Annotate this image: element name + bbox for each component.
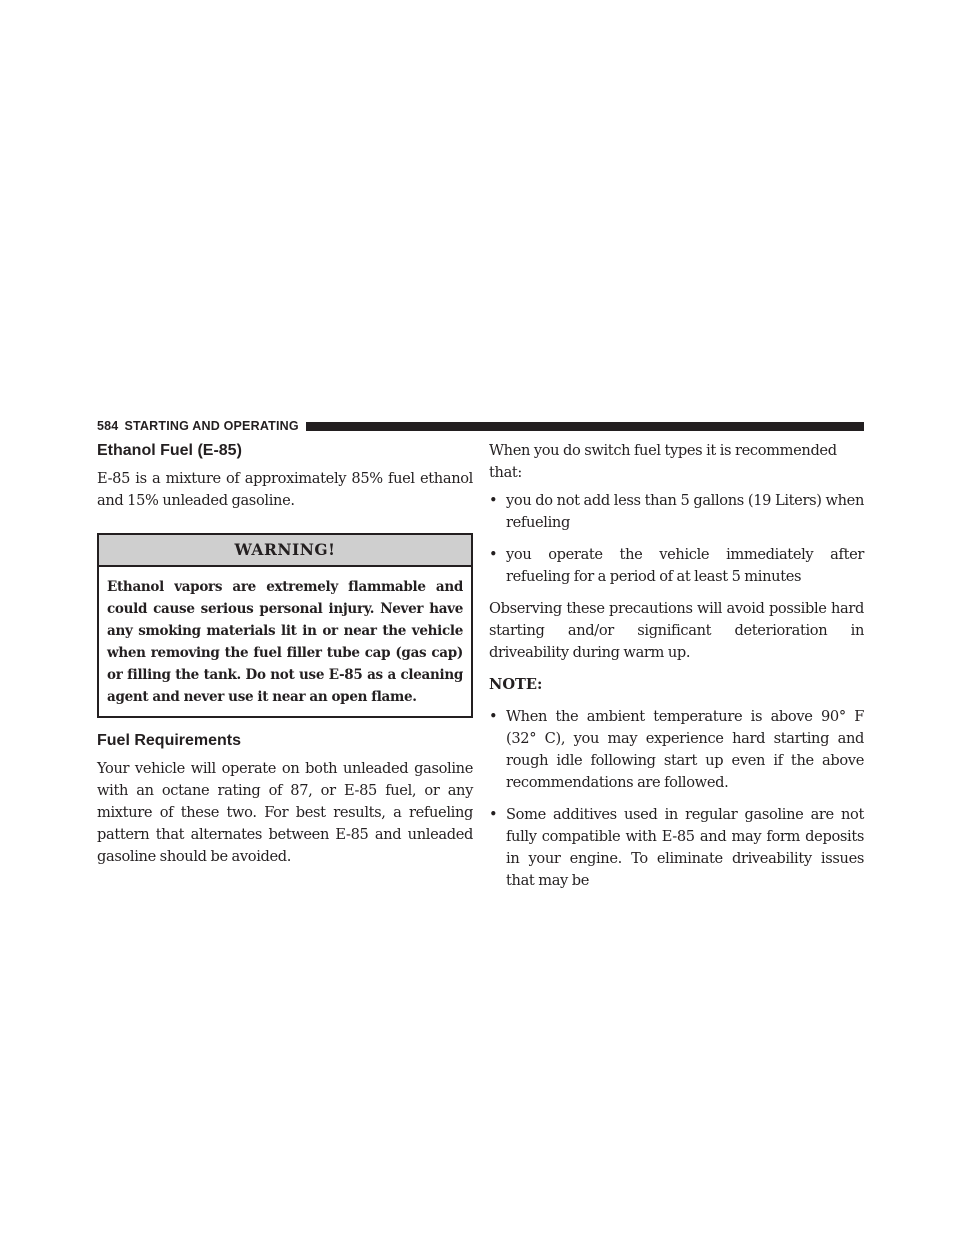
warning-body <box>99 567 471 716</box>
right-column <box>489 440 864 892</box>
ethanol-intro-paragraph: E-85 is a mixture of approximately 85% fuel ethanol and 15% unleaded gasoline. <box>97 470 473 509</box>
list-item-text: you do not add less than 5 gallons (19 Liters) when refueling <box>506 492 864 531</box>
warning-box <box>97 533 473 718</box>
list-item-text: Some additives used in regular gasoline are not fully compatible with E-85 and may form deposits in your engine. To eliminate driveability issues that may be <box>506 806 864 889</box>
list-item <box>489 706 864 794</box>
bullet-icon: • <box>489 708 498 725</box>
switch-intro-paragraph: When you do switch fuel types it is recommended that: <box>489 442 837 481</box>
bullet-icon: • <box>489 806 498 823</box>
list-item <box>489 544 864 588</box>
note-list <box>489 706 864 892</box>
header-rule <box>306 422 864 431</box>
list-item <box>489 490 864 534</box>
precautions-paragraph: Observing these precautions will avoid possible hard starting and/or significant deterioration in driveability during warm up. <box>489 600 864 661</box>
note-label: NOTE: <box>489 676 543 693</box>
switch-recommendations-list <box>489 490 864 588</box>
bullet-icon: • <box>489 492 498 509</box>
page-number: 584 <box>97 419 119 433</box>
warning-text: Ethanol vapors are extremely flammable and could cause serious personal injury. Never have any smoking materials lit in or near the vehicle when removing the fuel filler tube cap (gas cap) or filling the tank. Do not use E-85 as a cleaning agent and never use it near an open flame. <box>107 579 463 705</box>
fuel-requirements-paragraph: Your vehicle will operate on both unleaded gasoline with an octane rating of 87, or E-85 fuel, or any mixture of these two. For best results, a refueling pattern that alternates between E-85 and unleaded gasoline should be avoided. <box>97 760 473 865</box>
fuel-requirements-heading: Fuel Requirements <box>97 732 242 749</box>
list-item-text: When the ambient temperature is above 90° F (32° C), you may experience hard starting and rough idle following start up even if the above recommendations are followed. <box>506 708 864 791</box>
left-column <box>97 442 473 868</box>
list-item-text: you operate the vehicle immediately after refueling for a period of at least 5 minutes <box>506 546 864 585</box>
page-header <box>97 419 864 433</box>
ethanol-fuel-heading: Ethanol Fuel (E-85) <box>97 442 242 459</box>
list-item <box>489 804 864 892</box>
warning-title: WARNING! <box>99 535 471 567</box>
section-title: STARTING AND OPERATING <box>124 419 299 433</box>
bullet-icon: • <box>489 546 498 563</box>
